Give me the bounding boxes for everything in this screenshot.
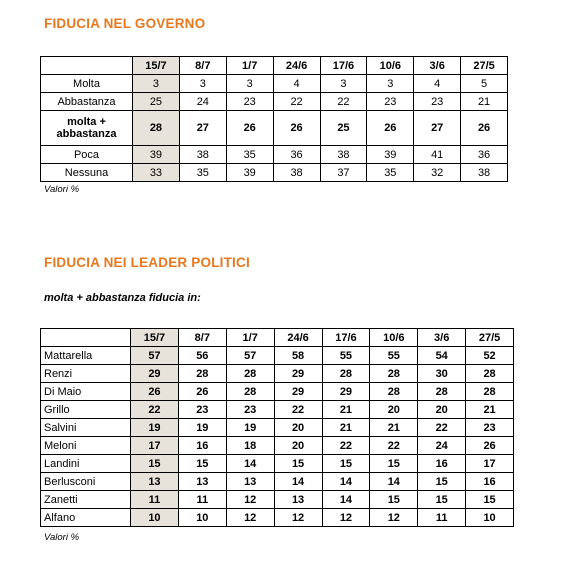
table-cell: 21 <box>466 401 514 419</box>
table-cell: 28 <box>322 365 370 383</box>
table-cell: 35 <box>226 146 273 164</box>
table-cell: 33 <box>133 164 180 182</box>
table-cell: 17 <box>466 455 514 473</box>
table-cell: 26 <box>367 111 414 146</box>
table-cell: 18 <box>226 437 274 455</box>
column-header: 3/6 <box>418 329 466 347</box>
table-cell: 28 <box>370 365 418 383</box>
table-cell: 4 <box>414 75 461 93</box>
column-header: 1/7 <box>226 329 274 347</box>
table-row <box>41 455 514 473</box>
table-row <box>41 419 514 437</box>
table-cell: 19 <box>131 419 179 437</box>
table-cell: 39 <box>367 146 414 164</box>
table-row <box>41 437 514 455</box>
header-corner <box>41 329 131 347</box>
table-cell: 4 <box>273 75 320 93</box>
table-cell: 36 <box>461 146 508 164</box>
table-header-row <box>41 57 508 75</box>
column-header: 17/6 <box>320 57 367 75</box>
table-cell: 11 <box>418 509 466 527</box>
section-title-governo: FIDUCIA NEL GOVERNO <box>44 16 206 31</box>
table-cell: 32 <box>414 164 461 182</box>
table-row <box>41 347 514 365</box>
table-cell: 10 <box>131 509 179 527</box>
table-cell: 22 <box>274 401 322 419</box>
table-cell: 19 <box>226 419 274 437</box>
row-label: Landini <box>41 455 131 473</box>
table-cell: 28 <box>178 365 226 383</box>
table-cell: 3 <box>133 75 180 93</box>
table-cell: 12 <box>274 509 322 527</box>
table-cell: 22 <box>418 419 466 437</box>
table-cell: 25 <box>320 111 367 146</box>
table-cell: 57 <box>226 347 274 365</box>
table-cell: 37 <box>320 164 367 182</box>
table-cell: 23 <box>466 419 514 437</box>
section-title-leader: FIDUCIA NEI LEADER POLITICI <box>44 255 250 270</box>
table-row <box>41 75 508 93</box>
table-row <box>41 401 514 419</box>
table-cell: 13 <box>131 473 179 491</box>
table-cell: 39 <box>226 164 273 182</box>
table-cell: 10 <box>178 509 226 527</box>
column-header: 24/6 <box>274 329 322 347</box>
table-cell: 28 <box>226 365 274 383</box>
table-cell: 21 <box>461 93 508 111</box>
table-cell: 22 <box>273 93 320 111</box>
table-cell: 17 <box>131 437 179 455</box>
column-header: 15/7 <box>133 57 180 75</box>
table-cell: 55 <box>322 347 370 365</box>
table-cell: 15 <box>178 455 226 473</box>
table-cell: 22 <box>320 93 367 111</box>
table-cell: 26 <box>226 111 273 146</box>
table-cell: 14 <box>370 473 418 491</box>
table-cell: 16 <box>418 455 466 473</box>
table-cell: 52 <box>466 347 514 365</box>
table-cell: 12 <box>370 509 418 527</box>
table-cell: 23 <box>226 93 273 111</box>
table-cell: 22 <box>370 437 418 455</box>
row-label: Abbastanza <box>41 93 133 111</box>
table-cell: 14 <box>226 455 274 473</box>
table-row <box>41 491 514 509</box>
table-cell: 38 <box>461 164 508 182</box>
column-header: 1/7 <box>226 57 273 75</box>
table-cell: 24 <box>418 437 466 455</box>
table-row <box>41 473 514 491</box>
row-label: Alfano <box>41 509 131 527</box>
table-cell: 30 <box>418 365 466 383</box>
table-fiducia-governo <box>40 56 508 182</box>
column-header: 8/7 <box>178 329 226 347</box>
table-cell: 21 <box>322 419 370 437</box>
table-row <box>41 365 514 383</box>
table-cell: 29 <box>131 365 179 383</box>
column-header: 8/7 <box>179 57 226 75</box>
section-subtitle: molta + abbastanza fiducia in: <box>44 292 201 304</box>
table-cell: 13 <box>226 473 274 491</box>
table-cell: 57 <box>131 347 179 365</box>
table-cell: 20 <box>274 419 322 437</box>
table-cell: 28 <box>370 383 418 401</box>
row-label: molta + abbastanza <box>41 111 133 146</box>
column-header: 24/6 <box>273 57 320 75</box>
table-cell: 13 <box>178 473 226 491</box>
table-cell: 41 <box>414 146 461 164</box>
table-cell: 21 <box>322 401 370 419</box>
table-cell: 35 <box>367 164 414 182</box>
table-cell: 3 <box>179 75 226 93</box>
table-cell: 14 <box>274 473 322 491</box>
table-cell: 15 <box>131 455 179 473</box>
table-cell: 24 <box>179 93 226 111</box>
row-label: Molta <box>41 75 133 93</box>
table-cell: 35 <box>179 164 226 182</box>
table-cell: 11 <box>178 491 226 509</box>
row-label: Nessuna <box>41 164 133 182</box>
column-header: 10/6 <box>367 57 414 75</box>
table-cell: 26 <box>466 437 514 455</box>
table-cell: 27 <box>179 111 226 146</box>
table-row <box>41 146 508 164</box>
table-cell: 3 <box>367 75 414 93</box>
table-cell: 28 <box>226 383 274 401</box>
table-cell: 38 <box>320 146 367 164</box>
table-cell: 22 <box>131 401 179 419</box>
table-row <box>41 164 508 182</box>
table-cell: 15 <box>322 455 370 473</box>
table-cell: 21 <box>370 419 418 437</box>
table-cell: 12 <box>226 509 274 527</box>
table-cell: 26 <box>131 383 179 401</box>
row-label: Grillo <box>41 401 131 419</box>
row-label: Di Maio <box>41 383 131 401</box>
row-label: Renzi <box>41 365 131 383</box>
table-row <box>41 509 514 527</box>
table-cell: 14 <box>322 491 370 509</box>
table-cell: 38 <box>179 146 226 164</box>
table-cell: 29 <box>274 383 322 401</box>
table-header-row <box>41 329 514 347</box>
table-cell: 11 <box>131 491 179 509</box>
table-cell: 25 <box>133 93 180 111</box>
column-header: 17/6 <box>322 329 370 347</box>
table-cell: 55 <box>370 347 418 365</box>
table-cell: 26 <box>461 111 508 146</box>
table-cell: 16 <box>178 437 226 455</box>
row-label: Zanetti <box>41 491 131 509</box>
row-label: Mattarella <box>41 347 131 365</box>
table-cell: 29 <box>322 383 370 401</box>
table-cell: 15 <box>418 473 466 491</box>
table-cell: 5 <box>461 75 508 93</box>
table-cell: 28 <box>418 383 466 401</box>
table-cell: 26 <box>178 383 226 401</box>
table-cell: 54 <box>418 347 466 365</box>
row-label: Berlusconi <box>41 473 131 491</box>
column-header: 27/5 <box>461 57 508 75</box>
note-valori: Valori % <box>44 184 80 195</box>
row-label: Meloni <box>41 437 131 455</box>
table-cell: 12 <box>322 509 370 527</box>
table-cell: 10 <box>466 509 514 527</box>
table-cell: 3 <box>320 75 367 93</box>
table-cell: 28 <box>466 383 514 401</box>
row-label: Poca <box>41 146 133 164</box>
table-cell: 23 <box>178 401 226 419</box>
column-header: 10/6 <box>370 329 418 347</box>
table-cell: 58 <box>274 347 322 365</box>
table-cell: 15 <box>418 491 466 509</box>
table-cell: 36 <box>273 146 320 164</box>
table-cell: 29 <box>274 365 322 383</box>
table-cell: 26 <box>273 111 320 146</box>
table-cell: 28 <box>133 111 180 146</box>
table-cell: 15 <box>370 455 418 473</box>
row-label: Salvini <box>41 419 131 437</box>
table-cell: 28 <box>466 365 514 383</box>
note-valori: Valori % <box>44 532 80 543</box>
table-cell: 23 <box>367 93 414 111</box>
table-cell: 39 <box>133 146 180 164</box>
column-header: 15/7 <box>131 329 179 347</box>
column-header: 3/6 <box>414 57 461 75</box>
table-cell: 20 <box>370 401 418 419</box>
column-header: 27/5 <box>466 329 514 347</box>
table-cell: 22 <box>322 437 370 455</box>
table-cell: 12 <box>226 491 274 509</box>
table-cell: 3 <box>226 75 273 93</box>
table-cell: 20 <box>418 401 466 419</box>
table-cell: 56 <box>178 347 226 365</box>
table-cell: 19 <box>178 419 226 437</box>
table-row <box>41 383 514 401</box>
table-cell: 15 <box>466 491 514 509</box>
table-cell: 13 <box>274 491 322 509</box>
table-cell: 15 <box>370 491 418 509</box>
table-cell: 15 <box>274 455 322 473</box>
table-cell: 14 <box>322 473 370 491</box>
table-cell: 27 <box>414 111 461 146</box>
table-row <box>41 93 508 111</box>
table-cell: 20 <box>274 437 322 455</box>
table-cell: 16 <box>466 473 514 491</box>
table-row-total <box>41 111 508 146</box>
table-cell: 23 <box>226 401 274 419</box>
table-fiducia-leader <box>40 328 514 527</box>
table-cell: 38 <box>273 164 320 182</box>
header-corner <box>41 57 133 75</box>
table-cell: 23 <box>414 93 461 111</box>
